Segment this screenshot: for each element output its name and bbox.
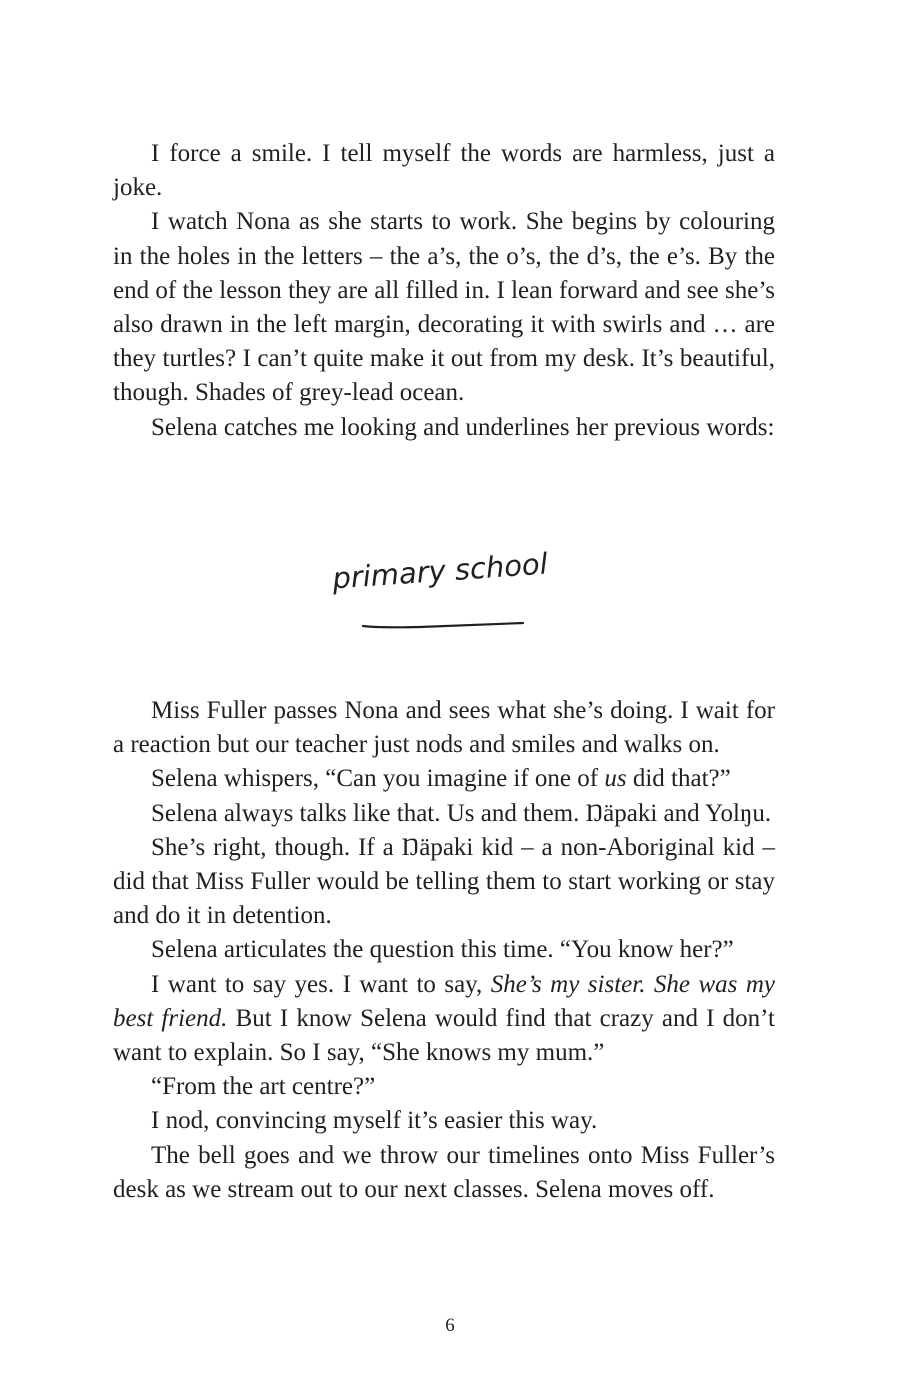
handwritten-note-text: primary school	[331, 546, 549, 596]
whisper-italic-us: us	[604, 765, 627, 793]
paragraph-i-nod: I nod, convincing myself it’s easier this way.	[151, 1107, 598, 1135]
handwritten-note	[0, 536, 900, 656]
paragraph-bell-goes: The bell goes and we throw our timelines onto Miss Fuller’s desk as we stream out to our next classes. Selena moves off.	[113, 1141, 775, 1203]
bottom-text-block	[113, 694, 775, 1207]
paragraph-want-to-say-yes	[113, 968, 775, 1071]
whisper-text-start: Selena whispers, “Can you imagine if one of	[151, 765, 605, 793]
want-italic-sister: She’s my sister. She was my best friend.	[113, 970, 775, 1032]
paragraph-shes-right: She’s right, though. If a Ŋäpaki kid – a non-Aboriginal kid – did that Miss Fuller would be telling them to start working or stay and do it in detention.	[113, 833, 775, 930]
handwritten-underline	[363, 623, 523, 627]
paragraph-selena-catches: Selena catches me looking and underlines her previous words:	[151, 413, 775, 441]
whisper-text-end: did that?”	[626, 765, 731, 793]
paragraph-us-and-them: Selena always talks like that. Us and them. Ŋäpaki and Yolŋu.	[151, 799, 772, 827]
paragraph-miss-fuller-passes: Miss Fuller passes Nona and sees what she’s doing. I wait for a reaction but our teacher just nods and smiles and walks on.	[113, 697, 775, 759]
want-text-end: But I know Selena would find that crazy and I don’t want to explain. So I say, “She knows my mum.”	[113, 1004, 775, 1067]
top-text-block	[113, 137, 775, 445]
page-number: 6	[445, 1315, 455, 1336]
paragraph-force-smile: I force a smile. I tell myself the words are harmless, just a joke.	[113, 140, 775, 202]
want-text-start: I want to say yes. I want to say,	[151, 970, 491, 998]
paragraph-selena-whispers	[113, 762, 775, 796]
paragraph-selena-articulates: Selena articulates the question this time. “You know her?”	[151, 936, 734, 964]
paragraph-watch-nona: I watch Nona as she starts to work. She begins by colouring in the holes in the letters – the a’s, the o’s, the d’s, the e’s. By the end of the lesson they are all filled in. I lean forward and see she’s also drawn in the left margin, decorating it with swirls and … are they turtles? I can’t quite make it out from my desk. It’s beautiful, though. Shades of grey-lead ocean.	[113, 208, 775, 407]
paragraph-art-centre: “From the art centre?”	[151, 1073, 376, 1101]
